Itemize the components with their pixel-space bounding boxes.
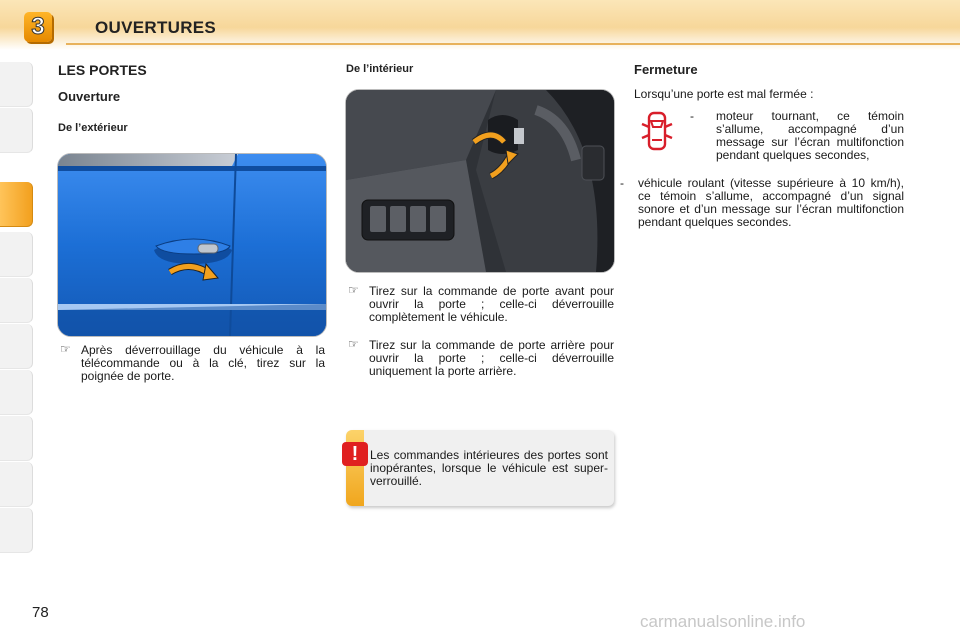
page-number: 78 — [32, 604, 49, 621]
hand-pointer-icon: ☞ — [60, 342, 71, 356]
chapter-tab-2[interactable] — [0, 108, 33, 153]
dash-marker: - — [690, 109, 694, 123]
exterior-door-illustration — [58, 154, 326, 336]
front-door-instruction: Tirez sur la commande de porte avant pour ouvrir la porte ; celle-ci déverrouille complètement le véhicule. — [369, 284, 614, 324]
chapter-tab-8[interactable] — [0, 416, 33, 461]
chapter-number-badge: 3 — [24, 12, 52, 42]
closing-item-engine-running: moteur tournant, ce témoin s’allume, accompagné d’un message sur l’écran multifonction pendant quelques secondes, — [716, 109, 904, 162]
chapter-title: OUVERTURES — [95, 18, 217, 37]
header-rule — [66, 43, 960, 45]
exterior-door-handle-photo — [57, 153, 327, 337]
chapter-tab-10[interactable] — [0, 508, 33, 553]
hand-pointer-icon: ☞ — [348, 337, 359, 351]
dash-marker: - — [620, 176, 624, 190]
hand-pointer-icon: ☞ — [348, 283, 359, 297]
chapter-tab-1[interactable] — [0, 62, 33, 107]
exterior-instruction: Après déverrouillage du véhicule à la télécommande ou à la clé, tirez sur la poignée de porte. — [81, 343, 325, 383]
watermark: carmanualsonline.info — [640, 612, 806, 631]
chapter-tab-6[interactable] — [0, 324, 33, 369]
exterior-heading: De l’extérieur — [58, 122, 128, 134]
chapter-tab-4[interactable] — [0, 232, 33, 277]
subsection-title: Ouverture — [58, 89, 121, 104]
closing-heading: Fermeture — [634, 62, 698, 77]
chapter-tab-9[interactable] — [0, 462, 33, 507]
section-title: LES PORTES — [58, 62, 147, 78]
exclamation-icon: ! — [342, 442, 368, 466]
interior-door-panel-photo — [345, 89, 615, 273]
chapter-tab-5[interactable] — [0, 278, 33, 323]
chapter-tabs — [0, 62, 34, 577]
chapter-tab-7[interactable] — [0, 370, 33, 415]
note-text: Les commandes intérieures des portes sont inopérantes, lorsque le véhicule est super-verrouillé. — [370, 448, 608, 488]
closing-intro: Lorsqu’une porte est mal fermée : — [634, 87, 814, 101]
rear-door-instruction: Tirez sur la commande de porte arrière pour ouvrir la porte ; celle-ci déverrouille uniquement la porte arrière. — [369, 338, 614, 378]
closing-item-vehicle-moving: véhicule roulant (vitesse supérieure à 10 km/h), ce témoin s’allume, accompagné d’un signal sonore et d’un message sur l’écran multifonction pendant quelques secondes. — [638, 176, 904, 229]
car-top-view-door-open-icon — [640, 110, 674, 152]
interior-door-illustration — [346, 90, 614, 272]
interior-heading: De l’intérieur — [346, 63, 414, 75]
chapter-tab-3-active[interactable] — [0, 182, 33, 227]
